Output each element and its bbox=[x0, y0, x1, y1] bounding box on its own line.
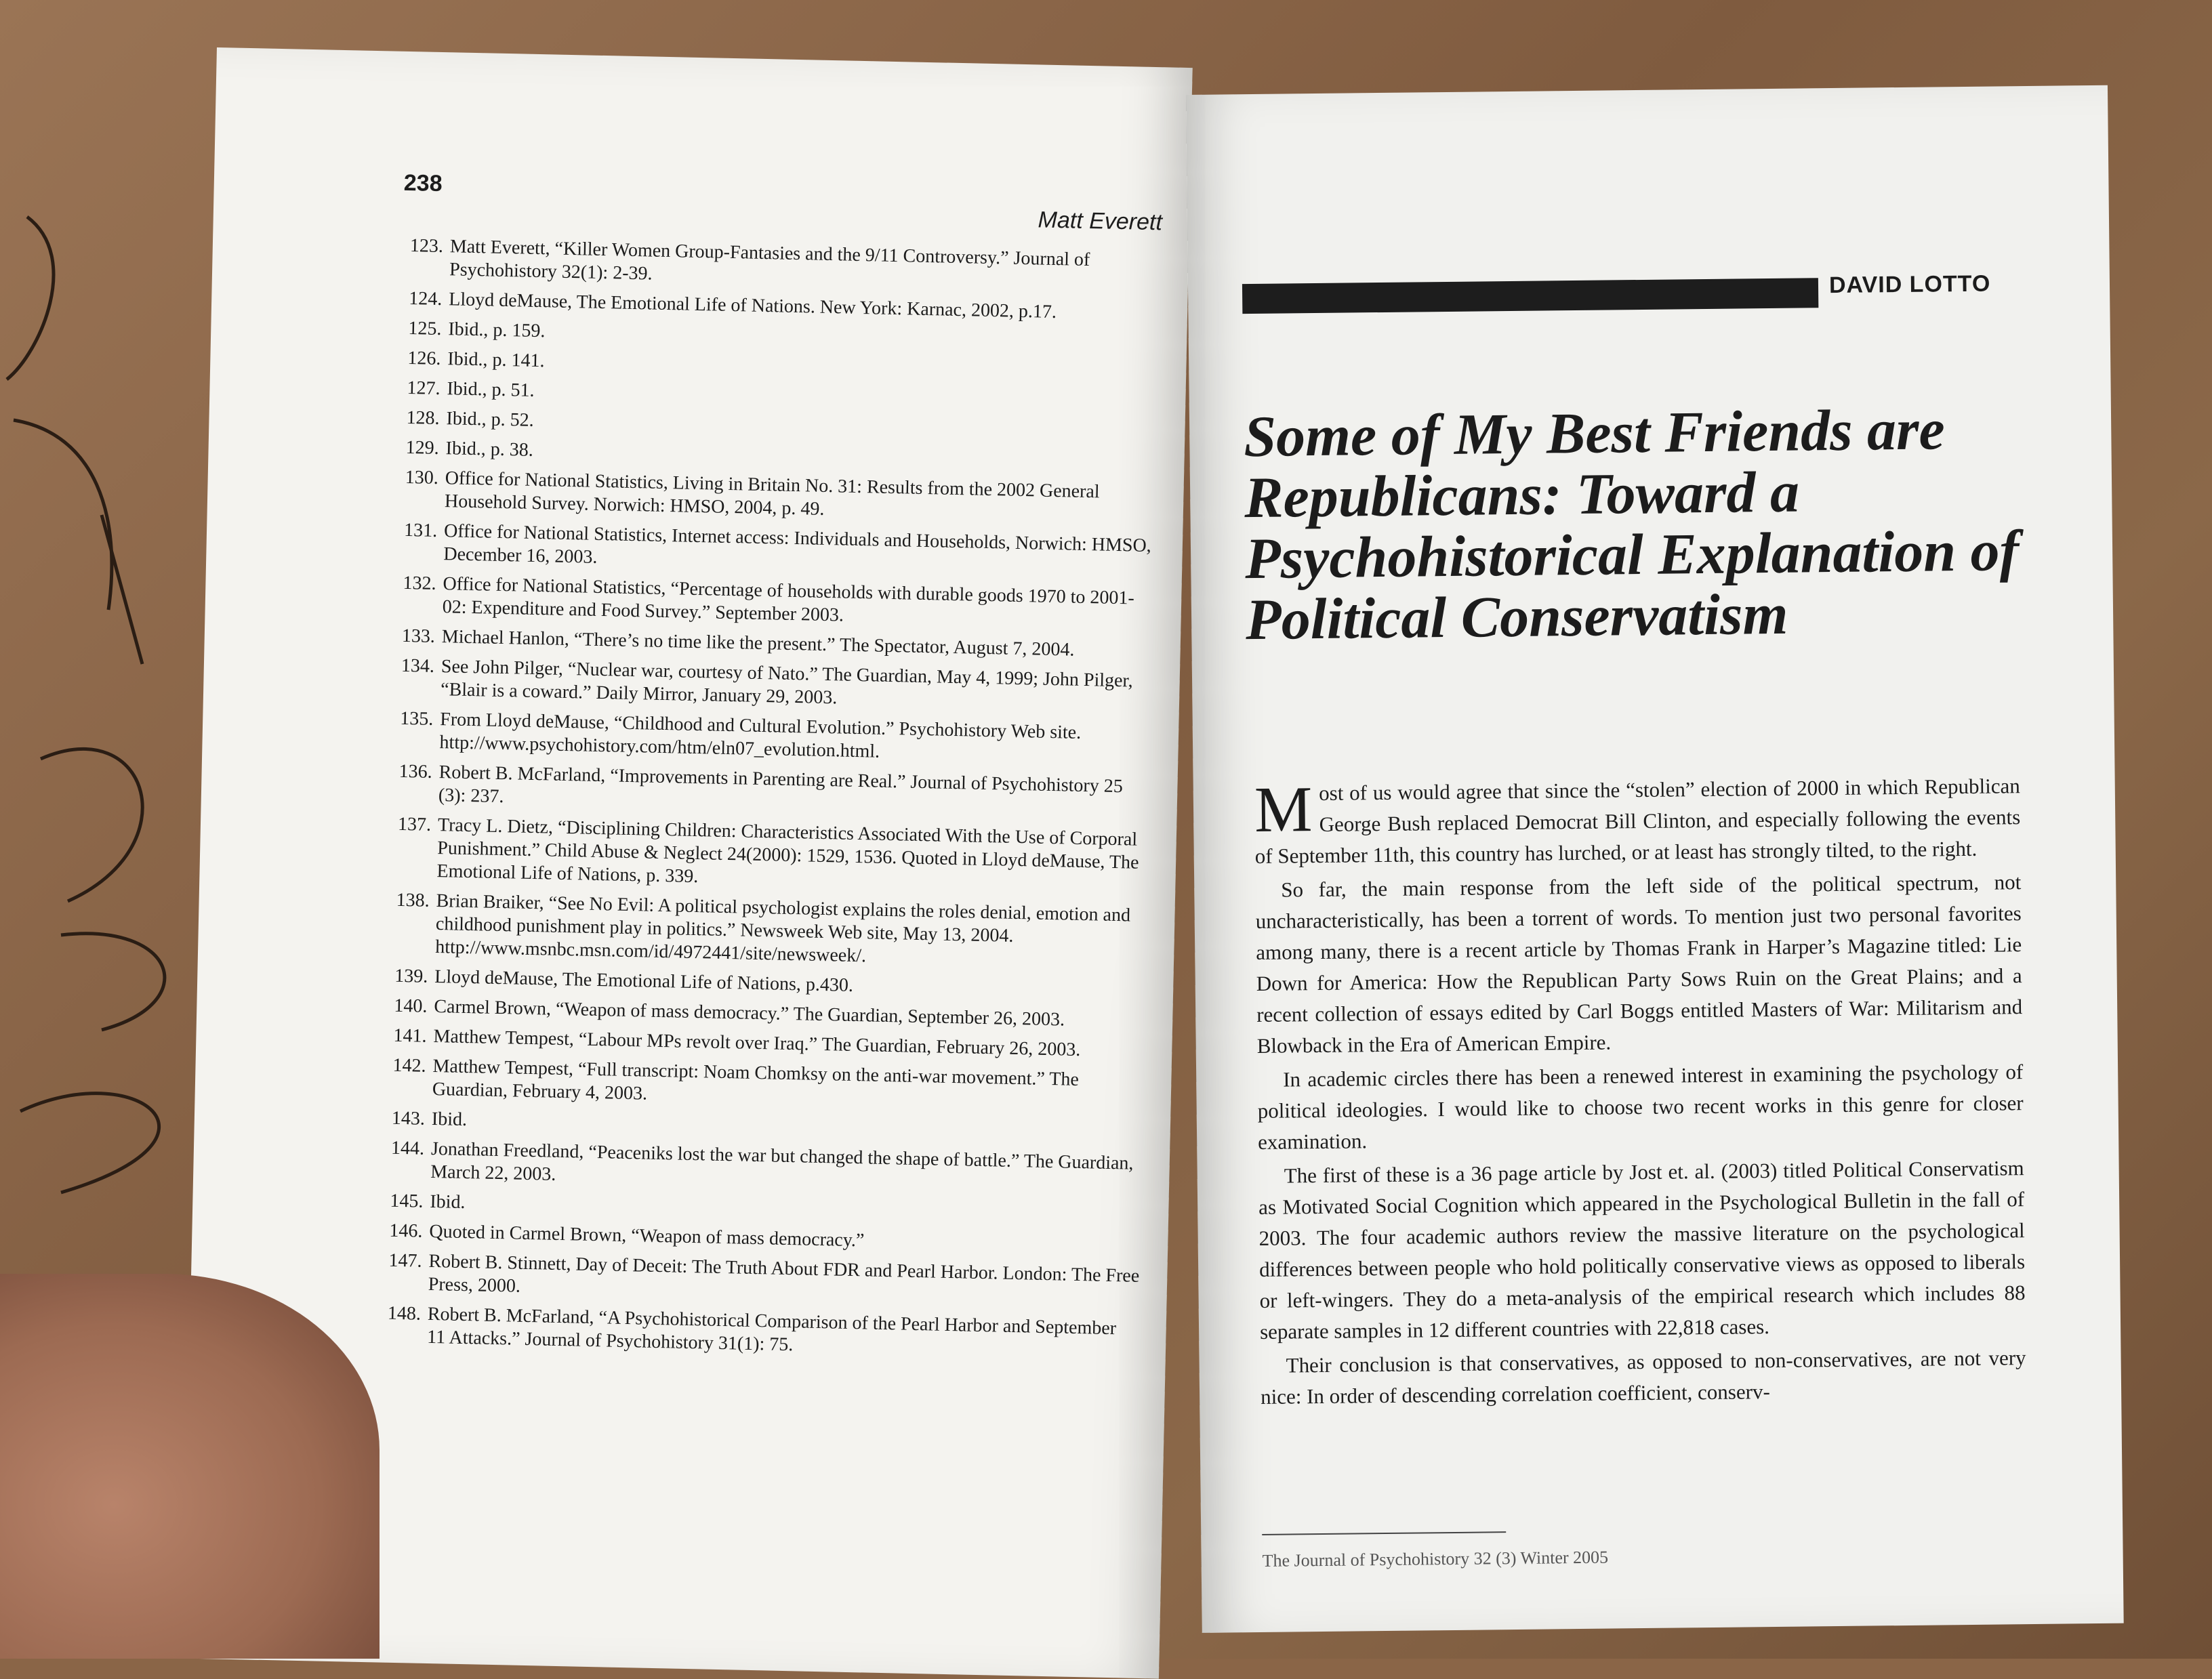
endnote-number: 140. bbox=[394, 995, 428, 1017]
endnote-text: From Lloyd deMause, “Childhood and Cultural Evolution.” Psychohistory Web site. http://www.psychohistory.com/htm/eln07_evolution.html. bbox=[439, 709, 1082, 762]
paragraph-3: In academic circles there has been a renewed interest in examining the psychology of political ideologies. I would like to choose two recent works in this genre for closer examination. bbox=[1257, 1060, 2024, 1154]
drop-cap: M bbox=[1254, 772, 1313, 846]
endnote-number: 142. bbox=[392, 1054, 426, 1077]
endnote-item bbox=[382, 812, 1149, 898]
endnote-number: 133. bbox=[401, 625, 436, 647]
title-band bbox=[1242, 278, 1818, 314]
endnote-number: 136. bbox=[398, 760, 432, 783]
endnote-number: 126. bbox=[407, 347, 441, 370]
endnote-text: Matthew Tempest, “Full transcript: Noam Chomksy on the anti-war movement.” The Guardian, February 4, 2003. bbox=[432, 1056, 1080, 1104]
endnote-number: 129. bbox=[405, 436, 440, 459]
endnote-text: See John Pilger, “Nuclear war, courtesy of Nato.” The Guardian, May 4, 1999; John Pilger, “Blair is a coward.” Daily Mirror, January 29, 2003. bbox=[440, 656, 1134, 709]
endnote-text: Office for National Statistics, “Percentage of households with durable goods 1970 to 2001-02: Expenditure and Food Survey.” September 2003. bbox=[442, 573, 1135, 626]
endnote-number: 137. bbox=[397, 813, 432, 835]
endnote-number: 125. bbox=[408, 318, 442, 340]
endnote-text: Ibid., p. 52. bbox=[446, 408, 535, 431]
endnote-number: 143. bbox=[391, 1107, 426, 1129]
paragraph-5: Their conclusion is that conservatives, as opposed to non-conservatives, are not very nice: In order of descending correlation coefficient, conserv- bbox=[1260, 1346, 2026, 1409]
endnote-item bbox=[390, 466, 1157, 528]
endnote-item bbox=[373, 1249, 1140, 1311]
endnote-text: Ibid., p. 38. bbox=[445, 438, 534, 461]
endnote-item bbox=[388, 571, 1154, 634]
endnote-item bbox=[373, 1302, 1139, 1364]
paragraph-4: The first of these is a 36 page article by Jost et. al. (2003) titled Political Conservatism as Motivated Social Cognition which appeared in the Psychological Bulletin in the fall of 2003. The four academic authors review the massive literature on the psychological differences between people who hold politically conservative views as opposed to liberals or left-wingers. They do a meta-analysis of the empirical research which includes 88 separate samples in 12 different countries with 22,818 cases. bbox=[1258, 1156, 2026, 1344]
endnote-number: 134. bbox=[401, 655, 435, 677]
endnote-text: Quoted in Carmel Brown, “Weapon of mass democracy.” bbox=[429, 1220, 865, 1251]
endnote-text: Matt Everett, “Killer Women Group-Fantasies and the 9/11 Controversy.” Journal of Psychohistory 32(1): 2-39. bbox=[449, 236, 1090, 285]
page-number: 238 bbox=[403, 169, 443, 197]
endnote-item bbox=[381, 888, 1148, 974]
endnote-text: Robert B. McFarland, “Improvements in Parenting are Real.” Journal of Psychohistory 25 (3): 237. bbox=[438, 762, 1124, 808]
endnote-text: Lloyd deMause, The Emotional Life of Nations. New York: Karnac, 2002, p.17. bbox=[448, 289, 1057, 323]
paragraph-1: Most of us would agree that since the “stolen” election of 2000 in which Republican George Bush replaced Democrat Bill Clinton, and especially following the events of September 11th, this country has lurched, or at least has strongly tilted, to the right. bbox=[1254, 772, 2021, 868]
endnote-item bbox=[378, 1054, 1145, 1116]
endnote-number: 128. bbox=[406, 407, 440, 429]
endnote-number: 141. bbox=[393, 1024, 427, 1047]
endnote-item bbox=[384, 760, 1151, 822]
running-head: Matt Everett bbox=[1038, 207, 1163, 236]
endnote-text: Tracy L. Dietz, “Disciplining Children: Characteristics Associated With the Use of Corporal Punishment.” Child Abuse & Neglect 24(2000): 1529, 1536. Quoted in Lloyd deMause, The Emotional Life of Nations, p. 339. bbox=[436, 814, 1139, 888]
endnote-text: Brian Braiker, “See No Evil: A political psychologist explains the roles denial, emotion and childhood punishment play in politics.” Newsweek Web site, May 13, 2004. http://www.msnbc.msn.com/id/4972441/site/newsweek/. bbox=[434, 890, 1131, 967]
endnote-number: 139. bbox=[394, 965, 428, 987]
endnote-text: Ibid. bbox=[430, 1190, 466, 1214]
endnote-text: Ibid., p. 141. bbox=[447, 348, 545, 372]
footer-rule bbox=[1262, 1531, 1506, 1535]
endnote-text: Robert B. McFarland, “A Psychohistorical Comparison of the Pearl Harbor and September 11 Attacks.” Journal of Psychohistory 31(1): 75. bbox=[426, 1303, 1117, 1356]
endnote-number: 138. bbox=[396, 889, 430, 911]
endnote-number: 135. bbox=[399, 707, 434, 730]
endnote-number: 148. bbox=[387, 1302, 422, 1325]
endnote-number: 131. bbox=[403, 519, 438, 541]
endnote-text: Carmel Brown, “Weapon of mass democracy.” The Guardian, September 26, 2003. bbox=[434, 996, 1065, 1031]
endnote-text: Ibid., p. 51. bbox=[447, 378, 535, 401]
endnote-number: 144. bbox=[390, 1137, 425, 1159]
paragraph-2: So far, the main response from the left side of the political spectrum, not uncharacteristically, has been a torrent of words. To mention just two personal favorites among many, there is a recent article by Thomas Frank in Harper’s Magazine titled: Lie Down for America: How the Republican Party Sows Ruin on the Great Plains; and a recent collection of essays edited by Carl Boggs entitled Masters of War: Militarism and Blowback in the Era of American Empire. bbox=[1255, 870, 2023, 1058]
endnote-text: Ibid., p. 159. bbox=[448, 318, 546, 342]
endnote-number: 127. bbox=[407, 377, 441, 400]
endnote-number: 130. bbox=[405, 466, 439, 489]
hand-holding-book bbox=[0, 1274, 380, 1659]
endnote-number: 145. bbox=[390, 1190, 424, 1212]
endnote-item bbox=[376, 1136, 1143, 1199]
journal-footer: The Journal of Psychohistory 32 (3) Winter 2005 bbox=[1262, 1547, 1609, 1571]
endnote-item bbox=[389, 519, 1155, 581]
endnote-number: 147. bbox=[388, 1249, 422, 1272]
endnotes-list bbox=[373, 234, 1162, 1371]
endnote-text: Ibid. bbox=[431, 1108, 468, 1131]
endnote-text: Office for National Statistics, Living in Britain No. 31: Results from the 2002 General Household Survey. Norwich: HMSO, 2004, p. 49. bbox=[444, 468, 1100, 520]
author-name: DAVID LOTTO bbox=[1828, 270, 1991, 299]
endnote-number: 132. bbox=[403, 572, 436, 594]
endnote-text: Robert B. Stinnett, Day of Deceit: The Truth About FDR and Pearl Harbor. London: The Free Press, 2000. bbox=[428, 1250, 1140, 1297]
endnote-text: Michael Hanlon, “There’s no time like the present.” The Spectator, August 7, 2004. bbox=[441, 626, 1075, 661]
endnote-text: Lloyd deMause, The Emotional Life of Nations, p.430. bbox=[434, 966, 854, 996]
endnote-text: Matthew Tempest, “Labour MPs revolt over Iraq.” The Guardian, February 26, 2003. bbox=[433, 1026, 1081, 1061]
endnote-number: 146. bbox=[389, 1220, 423, 1242]
endnote-number: 124. bbox=[408, 288, 443, 310]
right-page bbox=[1186, 85, 2124, 1633]
article-body bbox=[1254, 770, 2027, 1415]
endnote-item bbox=[395, 234, 1162, 297]
endnote-number: 123. bbox=[409, 235, 444, 257]
endnote-text: Office for National Statistics, Internet access: Individuals and Households, Norwich: HMSO, December 16, 2003. bbox=[443, 520, 1152, 568]
article-title: Some of My Best Friends are Republicans: Toward a Psychohistorical Explanation of Political Conservatism bbox=[1243, 396, 2020, 652]
endnote-item bbox=[385, 707, 1151, 769]
endnote-text: Jonathan Freedland, “Peaceniks lost the war but changed the shape of battle.” The Guardian, March 22, 2003. bbox=[430, 1138, 1134, 1185]
endnote-item bbox=[386, 654, 1153, 716]
